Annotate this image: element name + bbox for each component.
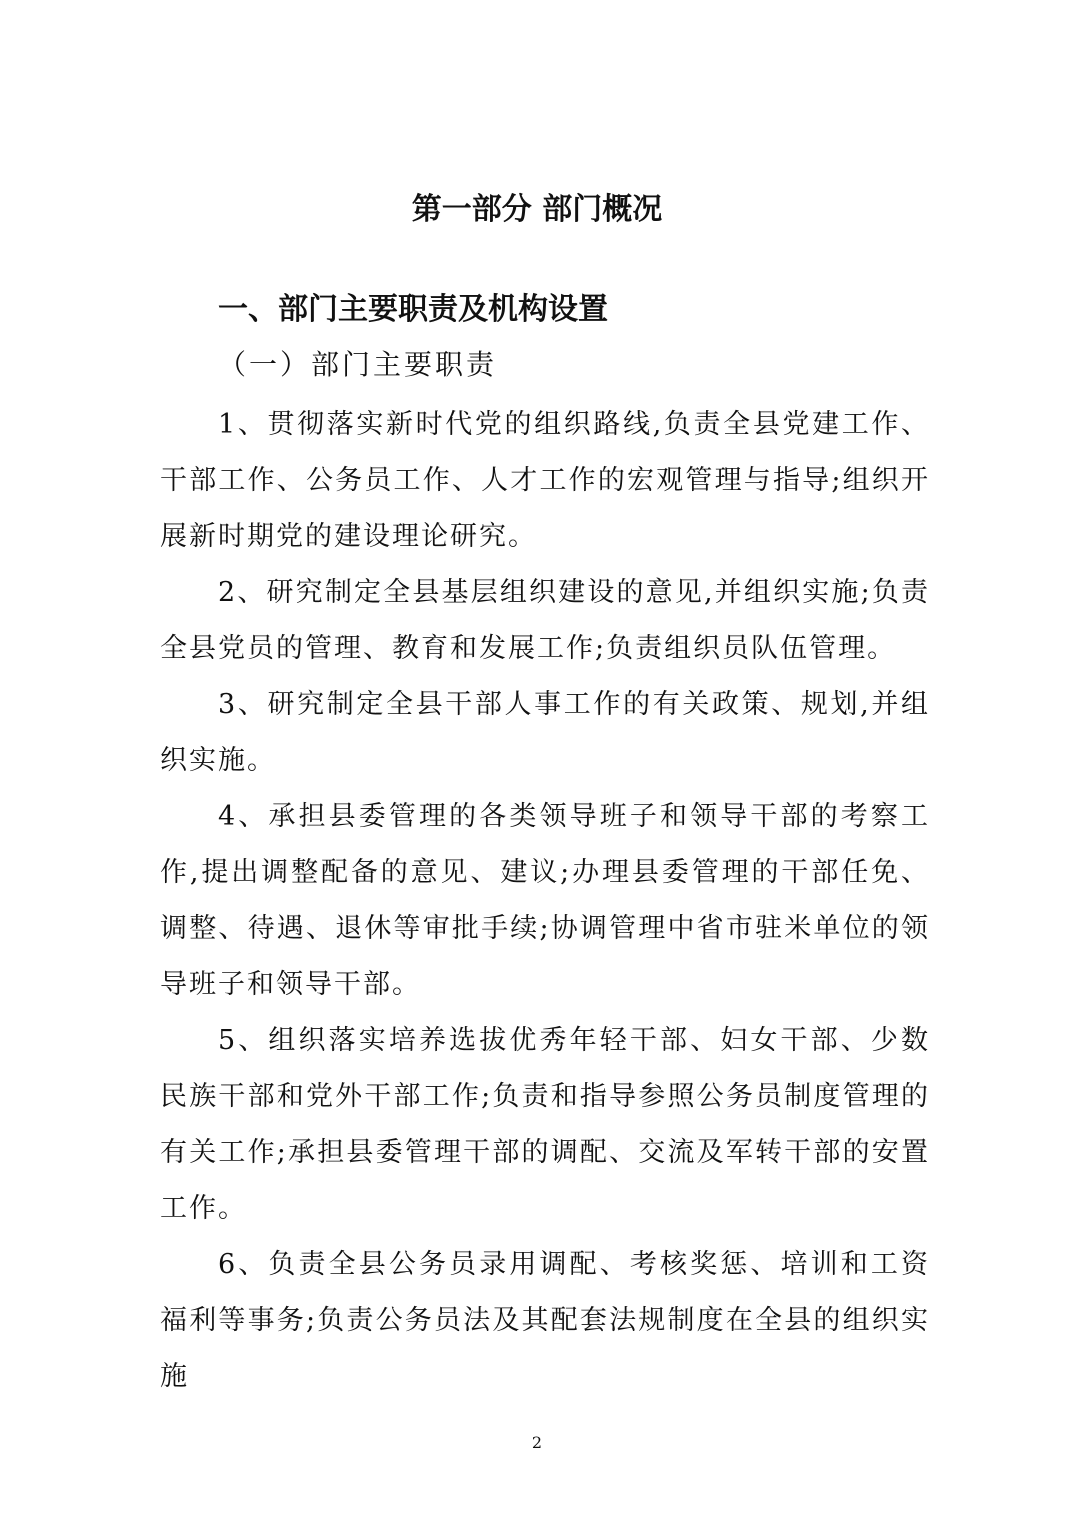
- page-title: 第一部分 部门概况: [411, 192, 663, 227]
- paragraph-duty-5: 5、组织落实培养选拔优秀年轻干部、妇女干部、少数民族干部和党外干部工作;负责和指导参照公务员制度管理的有关工作;承担县委管理干部的调配、交流及军转干部的安置工作。: [160, 1025, 930, 1224]
- paragraph-duty-6: 6、负责全县公务员录用调配、考核奖惩、培训和工资福利等事务;负责公务员法及其配套法规制度在全县的组织实施: [160, 1249, 930, 1392]
- paragraph-duty-3: 3、研究制定全县干部人事工作的有关政策、规划,并组织实施。: [160, 689, 930, 776]
- paragraph-duty-4: 4、承担县委管理的各类领导班子和领导干部的考察工作,提出调整配备的意见、建议;办理县委管理的干部任免、调整、待遇、退休等审批手续;协调管理中省市驻米单位的领导班子和领导干部。: [160, 801, 930, 1000]
- paragraph-duty-1: 1、贯彻落实新时代党的组织路线,负责全县党建工作、干部工作、公务员工作、人才工作的宏观管理与指导;组织开展新时期党的建设理论研究。: [160, 409, 930, 552]
- paragraph-duty-2: 2、研究制定全县基层组织建设的意见,并组织实施;负责全县党员的管理、教育和发展工作;负责组织员队伍管理。: [160, 577, 930, 664]
- section-heading: 一、部门主要职责及机构设置: [218, 292, 608, 327]
- subsection-heading: （一）部门主要职责: [218, 348, 498, 381]
- page-number: 2: [531, 1433, 543, 1452]
